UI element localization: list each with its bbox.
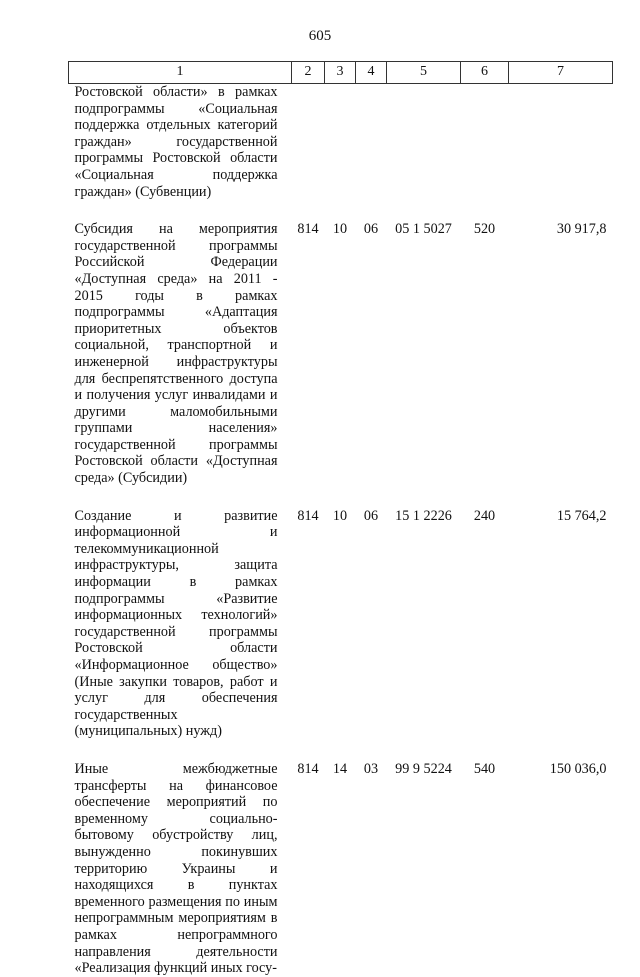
cell-subsection: 03 — [363, 760, 379, 777]
description-text: Иные межбюджетные трансферты на финансовое обеспечение мероприятий по временному социально-бытовому обустройству лиц, вынужденно покинувших территорию Украины и находящихся в пунктах временного размещения по иным непрограммным мероприятиям в рамках непрограммного направления деятельности «Реализация функций иных госу- — [74, 760, 278, 977]
cell-ministry-code — [292, 84, 325, 222]
cell-amount: 150 036,0 — [549, 760, 607, 777]
header-col-5: 5 — [387, 62, 461, 84]
cell-expense-type: 520 — [473, 221, 496, 238]
cell-expense-type: 240 — [473, 507, 496, 524]
table-row — [69, 761, 613, 977]
cell-ministry-code: 814 — [297, 760, 319, 777]
cell-ministry-code: 814 — [297, 221, 319, 238]
cell-expense-type: 540 — [473, 760, 496, 777]
row-description — [69, 761, 292, 977]
page-number: 605 — [308, 28, 332, 44]
cell-amount: 30 917,8 — [556, 221, 607, 238]
header-col-6: 6 — [461, 62, 509, 84]
row-description — [69, 84, 292, 222]
table-row — [69, 508, 613, 761]
header-row — [69, 62, 613, 84]
header-col-4: 4 — [356, 62, 387, 84]
cell-target-article — [387, 84, 461, 222]
budget-table — [68, 61, 613, 977]
description-text: Субсидия на мероприятия государственной программы Российской Федерации «Доступная среда» на 2011 - 2015 годы в рамках подпрограммы «Адаптация приоритетных объектов социальной, транспортной и инженерной инфраструктуры для беспрепятственного доступа и получения услуг инвалидами и другими маломобильными группами населения» государственной программы Ростовской области «Доступная среда» (Субсидии) — [74, 221, 278, 487]
description-text: Ростовской области» в рамках подпрограммы «Социальная поддержка отдельных категорий граждан» государственной программы Ростовской области «Социальная поддержка граждан» (Субвенции) — [74, 84, 278, 200]
cell-section: 14 — [332, 760, 348, 777]
cell-section: 10 — [332, 507, 348, 524]
cell-ministry-code: 814 — [297, 507, 319, 524]
table-body — [69, 84, 613, 977]
cell-target-article: 99 9 5224 — [395, 760, 452, 777]
header-col-3: 3 — [325, 62, 356, 84]
header-col-7: 7 — [509, 62, 613, 84]
table-header — [69, 62, 613, 84]
cell-subsection: 06 — [363, 507, 379, 524]
table-row — [69, 221, 613, 508]
table-row — [69, 84, 613, 222]
row-description — [69, 508, 292, 761]
description-text: Создание и развитие информационной и телекоммуникационной инфраструктуры, защита информации в рамках подпрограммы «Развитие информационных технологий» государственной программы Ростовской области «Информационное общество» (Иные закупки товаров, работ и услуг для обеспечения государственных (муниципальных) нужд) — [74, 507, 278, 740]
cell-subsection: 06 — [363, 221, 379, 238]
cell-amount: 15 764,2 — [556, 507, 607, 524]
row-description — [69, 221, 292, 508]
cell-target-article: 15 1 2226 — [395, 507, 452, 524]
cell-target-article: 05 1 5027 — [395, 221, 452, 238]
cell-section: 10 — [332, 221, 348, 238]
cell-section — [325, 84, 356, 222]
budget-table-container — [68, 61, 612, 977]
cell-expense-type — [461, 84, 509, 222]
cell-subsection — [356, 84, 387, 222]
header-col-1: 1 — [69, 62, 292, 84]
cell-amount — [509, 84, 613, 222]
header-col-2: 2 — [292, 62, 325, 84]
